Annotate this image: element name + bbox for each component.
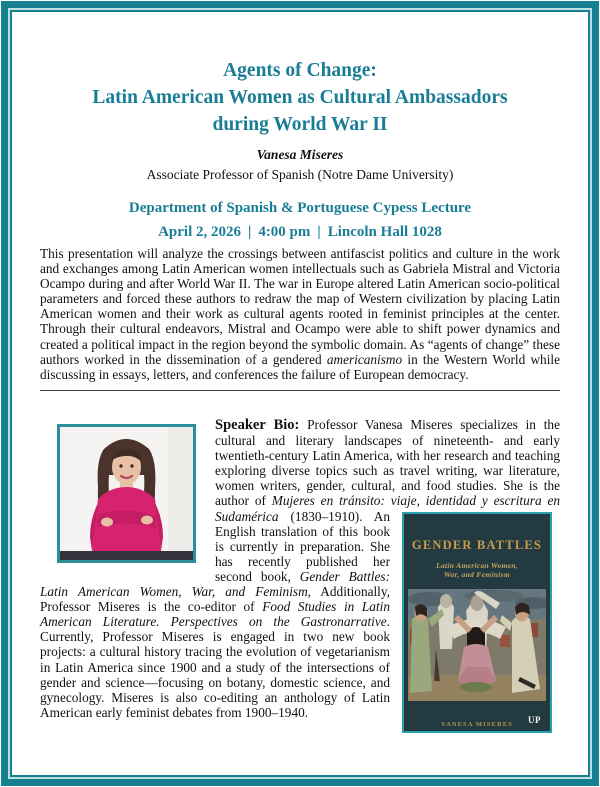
bio-book-title-1b: escritura en Sudamérica xyxy=(215,493,560,524)
publisher-logo: UP xyxy=(528,714,541,725)
book-cover-subtitle-line-2: War, and Feminism xyxy=(443,570,511,580)
event-date: April 2, 2026 xyxy=(158,223,241,240)
abstract-italic-word: americanismo xyxy=(326,351,403,367)
book-cover-title: GENDER BATTLES xyxy=(411,537,543,552)
separator-pipe: | xyxy=(317,223,321,240)
event-time: 4:00 pm xyxy=(258,223,311,240)
lecture-series-title: Department of Spanish & Portuguese Cypess Lecture xyxy=(128,200,472,216)
book-cover-author: VANESA MISERES xyxy=(441,720,513,728)
bio-book-title-3: Food Studies in Latin American Literature. Perspectives on the Gastronarrative xyxy=(40,599,390,630)
bio-seg4: (1830–1910). An English translation of this book is currently in preparation. She has recently published her second book, xyxy=(215,508,390,584)
bio-seg8: . Currently, Professor Miseres is engaged in two new book projects: a cultural history tracing the evolution of vegetarianism in Latin America since 1900 and a study of the intersections of gender and science—focusing on botany, domestic science, and gynecology. Miseres is also co-editing an anthology of Latin American early feminist debates from 1900–1940. xyxy=(40,614,390,720)
book-cover xyxy=(402,512,552,733)
book-cover-footer xyxy=(404,714,550,726)
bio-book-title-1a: Mujeres en tránsito: viaje, identidad y xyxy=(271,493,494,509)
bio-label: Speaker Bio: xyxy=(215,417,300,433)
speaker-name: Vanesa Miseres xyxy=(256,147,344,162)
section-divider-rule xyxy=(40,390,560,391)
separator-pipe: | xyxy=(248,223,252,240)
book-cover-subtitle xyxy=(404,561,550,580)
speaker-bio-section xyxy=(40,417,560,741)
bio-seg6: , Additionally, Professor Miseres is the co-editor of xyxy=(40,584,390,615)
abstract-text-after: in the Western World while discussing in essays, letters, and conferences the failure of European democracy. xyxy=(40,351,560,382)
speaker-portrait-illustration xyxy=(60,427,193,560)
speaker-photo xyxy=(57,424,196,563)
speaker-block xyxy=(40,145,560,184)
book-cover-painting xyxy=(408,589,546,701)
lecture-info-block xyxy=(40,197,560,244)
event-title-line-3: during World War II xyxy=(212,114,388,135)
event-title-line-2: Latin American Women as Cultural Ambassadors xyxy=(92,87,508,108)
book-cover-subtitle-line-1: Latin American Women, xyxy=(436,560,518,570)
event-title-line-1: Agents of Change: xyxy=(223,60,377,81)
bio-seg1: Professor Vanesa Miseres specializes in the cultural and literary landscapes of nineteenth- and early twentieth-century Latin America, with her research and teaching exploring diverse topics such as travel writing, war literature, women writers, gender, cultural, and food studies. She is the author of xyxy=(215,417,560,509)
event-location: Lincoln Hall 1028 xyxy=(327,223,442,240)
bio-book-title-2: Gender Battles: Latin American Women, War, and Feminism xyxy=(40,568,391,600)
abstract-paragraph xyxy=(40,246,560,382)
abstract-text-before: This presentation will analyze the crossings between antifascist politics and culture in the work and exchanges among Latin American women intellectuals such as Gabriela Mistral and Victoria Ocampo during and after World War II. The war in Europe altered Latin American socio-political parameters and forced these authors to redraw the map of Western civilization by placing Latin American women and their work as cultural agents rooted in feminist principles at the center. Through their cultural endeavors, Mistral and Ocampo were able to shift power dynamics and created a political impact in the region beyond the symbolic domain. As “agents of change” these authors worked in the dissemination of a gendered xyxy=(40,246,560,367)
event-title xyxy=(40,57,560,138)
speaker-role: Associate Professor of Spanish (Notre Dame University) xyxy=(146,166,454,182)
